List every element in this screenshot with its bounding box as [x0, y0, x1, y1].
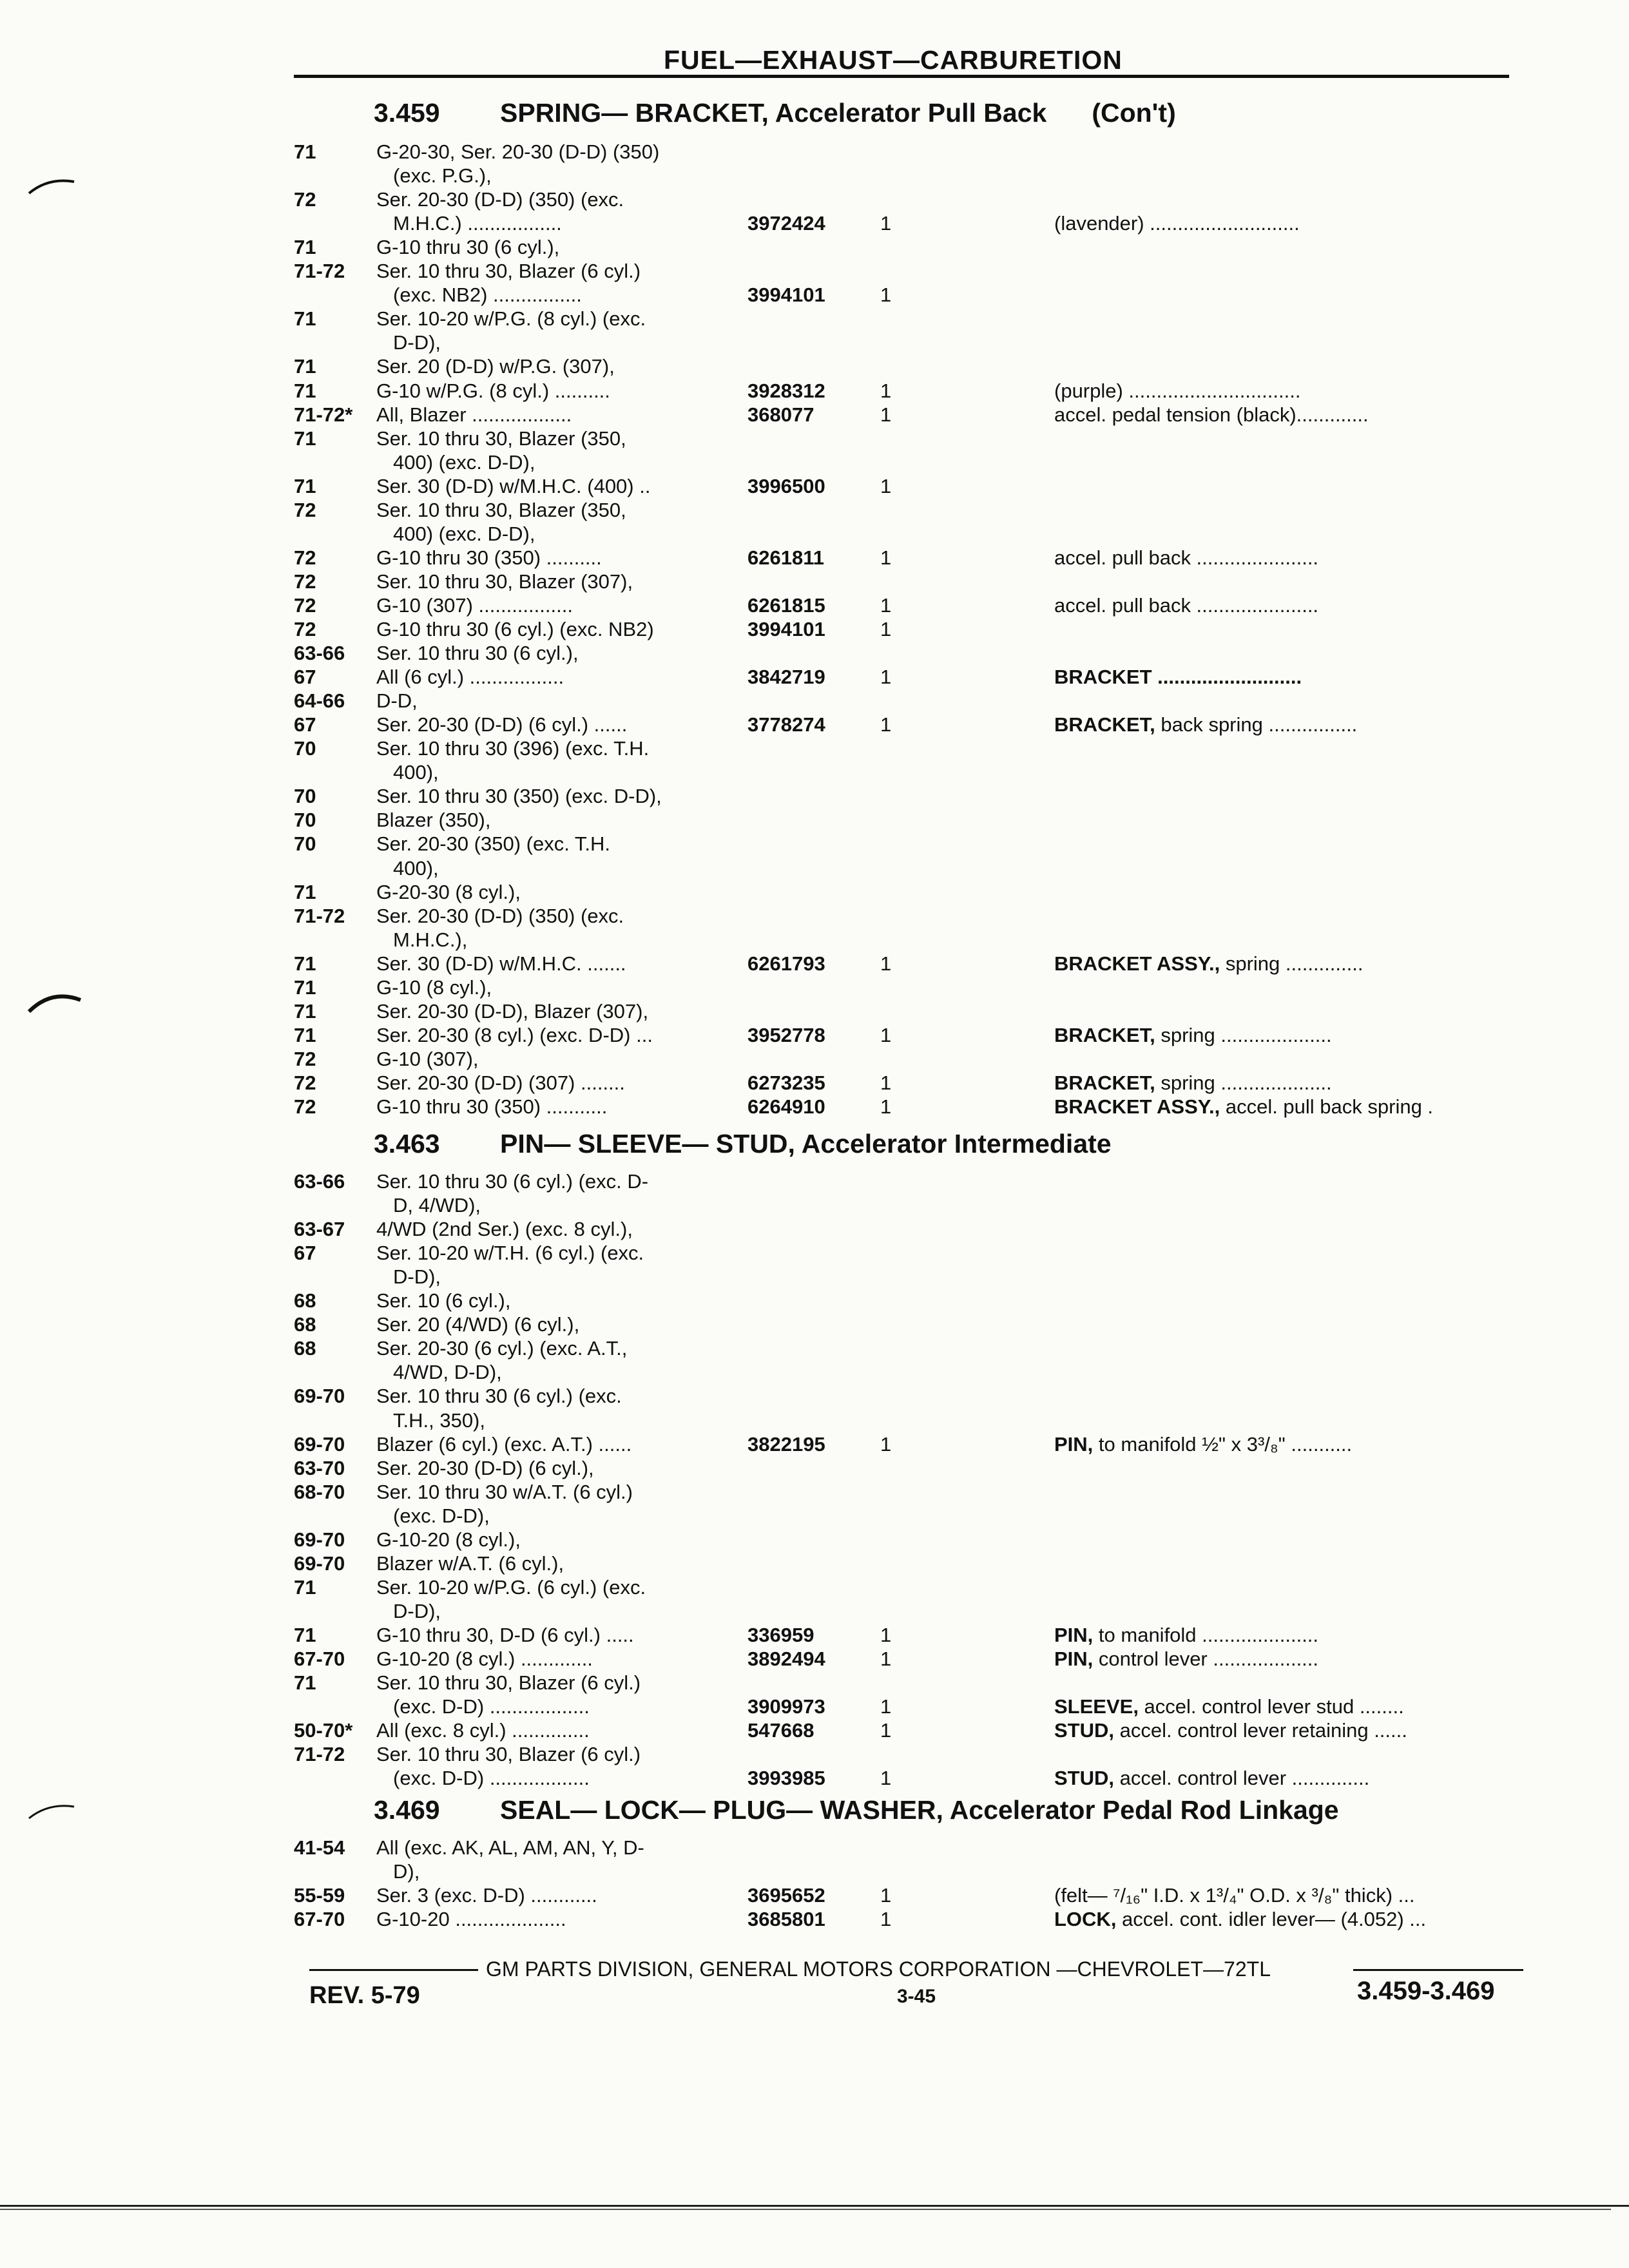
model-year: 68 — [294, 1313, 316, 1336]
application-description: Ser. 10 thru 30 (6 cyl.) (exc. — [376, 1385, 622, 1408]
application-description: M.H.C.), — [393, 928, 468, 951]
section-title: PIN— SLEEVE— STUD, Accelerator Intermediate — [500, 1129, 1112, 1158]
model-year: 71-72 — [294, 260, 345, 283]
application-description: Ser. 3 (exc. D-D) ............ — [376, 1884, 597, 1907]
part-number: 6261793 — [747, 952, 825, 975]
quantity: 1 — [880, 1695, 892, 1718]
model-year: 72 — [294, 1047, 316, 1070]
application-description: Ser. 10 thru 30, Blazer (350, — [376, 427, 626, 450]
model-year: 69-70 — [294, 1528, 345, 1551]
application-description: Ser. 20-30 (D-D) (350) (exc. — [376, 904, 624, 927]
part-remark: BRACKET, spring .................... — [1054, 1071, 1332, 1094]
part-number: 3994101 — [747, 284, 825, 307]
part-number: 3822195 — [747, 1432, 825, 1456]
application-description: D-D), — [393, 1265, 441, 1289]
application-description: D), — [393, 1860, 420, 1883]
application-description: Ser. 20-30 (D-D), Blazer (307), — [376, 999, 649, 1023]
application-description: Ser. 10-20 w/T.H. (6 cyl.) (exc. — [376, 1242, 644, 1265]
model-year: 71 — [294, 236, 316, 259]
part-remark: PIN, to manifold ½" x 3³/₈" ........... — [1054, 1432, 1353, 1456]
section-heading — [374, 1129, 1112, 1159]
quantity: 1 — [880, 1719, 892, 1742]
application-description: Ser. 20-30 (D-D) (307) ........ — [376, 1071, 625, 1094]
page-header-title: FUEL—EXHAUST—CARBURETION — [664, 45, 1123, 75]
part-number: 6273235 — [747, 1071, 825, 1094]
model-year: 70 — [294, 809, 316, 832]
model-year: 64-66 — [294, 689, 345, 713]
application-description: G-20-30 (8 cyl.), — [376, 880, 521, 903]
application-description: G-10-20 (8 cyl.) ............. — [376, 1648, 593, 1670]
application-description: All (exc. 8 cyl.) .............. — [376, 1719, 590, 1742]
quantity: 1 — [880, 212, 892, 235]
model-year: 72 — [294, 618, 316, 640]
application-description: G-10 (307), — [376, 1047, 479, 1070]
application-description: (exc. P.G.), — [393, 164, 492, 187]
section-title: SPRING— BRACKET, Accelerator Pull Back — [500, 98, 1047, 128]
part-number: 368077 — [747, 403, 815, 426]
quantity: 1 — [880, 1884, 892, 1907]
application-description: (exc. D-D) .................. — [393, 1767, 590, 1790]
quantity: 1 — [880, 379, 892, 402]
application-description: 400), — [393, 856, 439, 879]
part-remark: PIN, control lever ................... — [1054, 1648, 1319, 1670]
part-number: 6261815 — [747, 593, 825, 617]
application-description: G-20-30, Ser. 20-30 (D-D) (350) — [376, 140, 660, 163]
model-year: 72 — [294, 188, 316, 211]
model-year: 71-72 — [294, 1743, 345, 1766]
model-year: 72 — [294, 570, 316, 593]
model-year: 67 — [294, 1242, 316, 1265]
quantity: 1 — [880, 1023, 892, 1046]
footer-publisher: GM PARTS DIVISION, GENERAL MOTORS CORPORATION —CHEVROLET—72TL — [486, 1957, 1271, 1981]
part-number: 547668 — [747, 1719, 815, 1742]
application-description: Ser. 10 thru 30 (396) (exc. T.H. — [376, 737, 650, 760]
model-year: 71 — [294, 999, 316, 1023]
application-description: D-D), — [393, 331, 441, 354]
part-number: 3842719 — [747, 666, 825, 689]
application-description: (exc. D-D) .................. — [393, 1695, 590, 1718]
application-description: Ser. 20-30 (6 cyl.) (exc. A.T., — [376, 1337, 628, 1360]
model-year: 71 — [294, 1575, 316, 1599]
quantity: 1 — [880, 1908, 892, 1931]
quantity: 1 — [880, 593, 892, 617]
model-year: 63-66 — [294, 1170, 345, 1193]
quantity: 1 — [880, 1648, 892, 1670]
application-description: G-10 thru 30 (350) ........... — [376, 1095, 608, 1118]
application-description: Blazer (350), — [376, 809, 491, 832]
model-year: 72 — [294, 546, 316, 569]
model-year: 63-70 — [294, 1456, 345, 1479]
quantity: 1 — [880, 1071, 892, 1094]
part-number: 3695652 — [747, 1884, 825, 1907]
quantity: 1 — [880, 1432, 892, 1456]
application-description: G-10 thru 30, D-D (6 cyl.) ..... — [376, 1623, 634, 1646]
quantity: 1 — [880, 284, 892, 307]
part-remark: PIN, to manifold ..................... — [1054, 1623, 1319, 1646]
application-description: D-D), — [393, 1599, 441, 1622]
application-description: G-10 thru 30 (6 cyl.) (exc. NB2) — [376, 618, 654, 640]
punch-hole-mark-bottom — [26, 1798, 77, 1823]
application-description: (exc. NB2) ................ — [393, 284, 582, 307]
part-remark: LOCK, accel. cont. idler lever— (4.052) ... — [1054, 1908, 1427, 1931]
model-year: 69-70 — [294, 1432, 345, 1456]
model-year: 71 — [294, 379, 316, 402]
part-number: 3994101 — [747, 618, 825, 640]
application-description: G-10-20 .................... — [376, 1908, 566, 1931]
scan-edge-line — [0, 2205, 1629, 2207]
part-number: 3685801 — [747, 1908, 825, 1931]
model-year: 68 — [294, 1337, 316, 1360]
model-year: 71 — [294, 1623, 316, 1646]
application-description: 400), — [393, 761, 439, 784]
part-remark: BRACKET .......................... — [1054, 666, 1302, 689]
part-remark: accel. pedal tension (black)............. — [1054, 403, 1369, 426]
application-description: Ser. 10 thru 30, Blazer (6 cyl.) — [376, 1671, 641, 1695]
quantity: 1 — [880, 952, 892, 975]
part-number: 3996500 — [747, 474, 825, 497]
application-description: All, Blazer .................. — [376, 403, 572, 426]
application-description: Ser. 10 thru 30 w/A.T. (6 cyl.) — [376, 1480, 633, 1503]
page-number: 3-45 — [897, 1986, 936, 2007]
application-description: Ser. 20 (4/WD) (6 cyl.), — [376, 1313, 580, 1336]
quantity: 1 — [880, 618, 892, 640]
application-description: G-10-20 (8 cyl.), — [376, 1528, 521, 1551]
application-description: 4/WD, D-D), — [393, 1361, 502, 1384]
section-continued-label: (Con't) — [1092, 98, 1176, 128]
footer-rule-right — [1353, 1969, 1523, 1971]
part-number: 3993985 — [747, 1767, 825, 1790]
model-year: 71-72* — [294, 403, 353, 426]
part-remark: STUD, accel. control lever retaining ...... — [1054, 1719, 1407, 1742]
quantity: 1 — [880, 403, 892, 426]
model-year: 55-59 — [294, 1884, 345, 1907]
application-description: G-10 thru 30 (350) .......... — [376, 546, 602, 569]
application-description: M.H.C.) ................. — [393, 212, 562, 235]
quantity: 1 — [880, 713, 892, 736]
section-range: 3.459-3.469 — [1357, 1977, 1495, 2005]
application-description: Ser. 20-30 (8 cyl.) (exc. D-D) ... — [376, 1023, 653, 1046]
application-description: Ser. 10 thru 30, Blazer (6 cyl.) — [376, 260, 641, 283]
application-description: G-10 (8 cyl.), — [376, 975, 492, 999]
application-description: 400) (exc. D-D), — [393, 450, 535, 474]
punch-hole-mark-top — [26, 174, 77, 200]
section-title: SEAL— LOCK— PLUG— WASHER, Accelerator Pedal Rod Linkage — [500, 1795, 1339, 1825]
quantity: 1 — [880, 666, 892, 689]
model-year: 67-70 — [294, 1908, 345, 1931]
application-description: D, 4/WD), — [393, 1194, 481, 1217]
application-description: Ser. 10-20 w/P.G. (6 cyl.) (exc. — [376, 1575, 646, 1599]
part-number: 336959 — [747, 1623, 815, 1646]
header-rule — [294, 75, 1509, 78]
application-description: G-10 thru 30 (6 cyl.), — [376, 236, 560, 259]
application-description: Ser. 10 thru 30 (6 cyl.), — [376, 642, 579, 665]
model-year: 71 — [294, 140, 316, 163]
part-number: 3778274 — [747, 713, 825, 736]
application-description: Ser. 30 (D-D) w/M.H.C. (400) .. — [376, 474, 651, 497]
model-year: 70 — [294, 832, 316, 856]
model-year: 41-54 — [294, 1836, 345, 1859]
revision-label: REV. 5-79 — [309, 1982, 420, 2009]
model-year: 71 — [294, 307, 316, 331]
model-year: 67 — [294, 666, 316, 689]
model-year: 71-72 — [294, 904, 345, 927]
application-description: Ser. 10 thru 30 (6 cyl.) (exc. D- — [376, 1170, 649, 1193]
application-description: 4/WD (2nd Ser.) (exc. 8 cyl.), — [376, 1218, 633, 1241]
model-year: 50-70* — [294, 1719, 353, 1742]
application-description: Ser. 10 thru 30, Blazer (6 cyl.) — [376, 1743, 641, 1766]
model-year: 67 — [294, 713, 316, 736]
model-year: 63-67 — [294, 1218, 345, 1241]
part-number: 3952778 — [747, 1023, 825, 1046]
part-number: 3892494 — [747, 1648, 825, 1670]
application-description: Ser. 20-30 (D-D) (6 cyl.), — [376, 1456, 594, 1479]
model-year: 69-70 — [294, 1552, 345, 1575]
part-number: 3928312 — [747, 379, 825, 402]
part-remark: accel. pull back ...................... — [1054, 546, 1319, 569]
part-number: 6264910 — [747, 1095, 825, 1118]
model-year: 71 — [294, 427, 316, 450]
section-number: 3.469 — [374, 1795, 440, 1825]
punch-hole-mark-middle — [26, 986, 84, 1018]
application-description: Ser. 10 (6 cyl.), — [376, 1289, 511, 1312]
model-year: 71 — [294, 952, 316, 975]
application-description: Ser. 30 (D-D) w/M.H.C. ....... — [376, 952, 626, 975]
application-description: Ser. 10-20 w/P.G. (8 cyl.) (exc. — [376, 307, 646, 331]
part-number: 6261811 — [747, 546, 824, 569]
quantity: 1 — [880, 474, 892, 497]
model-year: 68 — [294, 1289, 316, 1312]
application-description: G-10 (307) ................. — [376, 593, 573, 617]
application-description: T.H., 350), — [393, 1408, 485, 1432]
application-description: All (6 cyl.) ................. — [376, 666, 564, 689]
part-remark: SLEEVE, accel. control lever stud ........ — [1054, 1695, 1404, 1718]
application-description: Ser. 20 (D-D) w/P.G. (307), — [376, 355, 615, 378]
quantity: 1 — [880, 1767, 892, 1790]
model-year: 70 — [294, 785, 316, 808]
model-year: 72 — [294, 593, 316, 617]
model-year: 72 — [294, 498, 316, 521]
model-year: 71 — [294, 1023, 316, 1046]
part-remark: STUD, accel. control lever .............. — [1054, 1767, 1370, 1790]
application-description: Ser. 10 thru 30, Blazer (307), — [376, 570, 633, 593]
application-description: G-10 w/P.G. (8 cyl.) .......... — [376, 379, 610, 402]
model-year: 70 — [294, 737, 316, 760]
section-heading — [374, 1795, 1339, 1825]
model-year: 69-70 — [294, 1385, 345, 1408]
model-year: 71 — [294, 474, 316, 497]
part-remark: BRACKET, spring .................... — [1054, 1023, 1332, 1046]
model-year: 63-66 — [294, 642, 345, 665]
model-year: 72 — [294, 1095, 316, 1118]
application-description: Ser. 20-30 (D-D) (350) (exc. — [376, 188, 624, 211]
model-year: 67-70 — [294, 1648, 345, 1670]
application-description: All (exc. AK, AL, AM, AN, Y, D- — [376, 1836, 644, 1859]
part-remark: BRACKET, back spring ................ — [1054, 713, 1358, 736]
model-year: 72 — [294, 1071, 316, 1094]
model-year: 71 — [294, 975, 316, 999]
quantity: 1 — [880, 1623, 892, 1646]
application-description: Ser. 20-30 (350) (exc. T.H. — [376, 832, 610, 856]
application-description: 400) (exc. D-D), — [393, 522, 535, 545]
part-number: 3972424 — [747, 212, 825, 235]
quantity: 1 — [880, 546, 892, 569]
part-remark: (lavender) ........................... — [1054, 212, 1300, 235]
part-remark: BRACKET ASSY., accel. pull back spring . — [1054, 1095, 1434, 1118]
section-heading — [374, 98, 1176, 128]
model-year: 71 — [294, 355, 316, 378]
application-description: Ser. 20-30 (D-D) (6 cyl.) ...... — [376, 713, 628, 736]
part-remark: BRACKET ASSY., spring .............. — [1054, 952, 1364, 975]
model-year: 71 — [294, 880, 316, 903]
part-number: 3909973 — [747, 1695, 825, 1718]
part-remark: accel. pull back ...................... — [1054, 593, 1319, 617]
quantity: 1 — [880, 1095, 892, 1118]
application-description: D-D, — [376, 689, 418, 713]
application-description: Blazer w/A.T. (6 cyl.), — [376, 1552, 564, 1575]
part-remark: (purple) ............................... — [1054, 379, 1301, 402]
application-description: Ser. 10 thru 30, Blazer (350, — [376, 498, 626, 521]
application-description: Ser. 10 thru 30 (350) (exc. D-D), — [376, 785, 662, 808]
section-number: 3.463 — [374, 1129, 440, 1158]
footer-rule-left — [309, 1969, 478, 1971]
model-year: 71 — [294, 1671, 316, 1695]
scan-edge-line-2 — [0, 2209, 1611, 2210]
application-description: Blazer (6 cyl.) (exc. A.T.) ...... — [376, 1432, 632, 1456]
section-number: 3.459 — [374, 98, 440, 128]
application-description: (exc. D-D), — [393, 1504, 490, 1527]
model-year: 68-70 — [294, 1480, 345, 1503]
part-remark: (felt— ⁷/₁₆" I.D. x 1³/₄" O.D. x ³/₈" thick) ... — [1054, 1884, 1415, 1907]
